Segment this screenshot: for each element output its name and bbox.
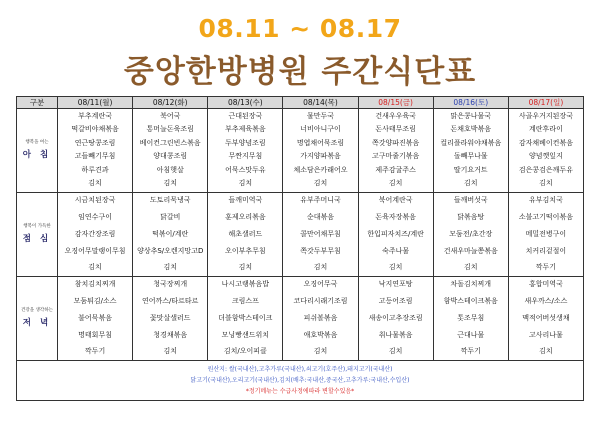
menu-item: 하루견과 xyxy=(81,165,109,174)
menu-item: 김치 xyxy=(539,179,553,188)
menu-item: 고구마줄기볶음 xyxy=(371,152,420,161)
menu-item: 부추제육볶음 xyxy=(225,125,266,134)
menu-cell xyxy=(433,193,508,277)
menu-item: 고등어조림 xyxy=(378,296,413,305)
menu-item: 새우까스/소스 xyxy=(524,296,568,305)
menu-item: 낙지연포탕 xyxy=(378,280,413,288)
menu-item: 도토리묵냉국 xyxy=(149,196,191,204)
menu-item: 제주감귤주스 xyxy=(375,165,416,174)
table-header-row xyxy=(17,97,584,109)
menu-item: 명엽채어묵조림 xyxy=(296,138,345,147)
menu-item: 닭볶음탕 xyxy=(457,212,485,221)
menu-item: 취나물볶음 xyxy=(378,330,413,339)
menu-cell xyxy=(358,277,433,361)
menu-item: 모닝빵샌드위치 xyxy=(221,330,270,339)
menu-item: 돈사태무조림 xyxy=(375,125,416,134)
menu-item: 임연수구이 xyxy=(78,212,112,221)
origin-note: *정기메뉴는 수급사정에따라 변할수있음* xyxy=(245,388,355,395)
origin-row xyxy=(17,361,584,401)
menu-item: 모둠튀김/소스 xyxy=(73,296,117,305)
menu-item: 김치 xyxy=(388,263,403,272)
menu-item: 김치 xyxy=(388,179,403,188)
menu-item: 돈채호박볶음 xyxy=(450,125,492,134)
menu-item: 김치 xyxy=(313,179,328,188)
menu-item: 돌빼무나물 xyxy=(453,152,488,161)
menu-item: 유부주머니국 xyxy=(300,196,341,204)
menu-cell xyxy=(433,277,508,361)
menu-item: 감자채베이컨볶음 xyxy=(518,138,573,147)
menu-item: 아침햇살 xyxy=(156,165,184,174)
menu-item: 쪽갓두부무침 xyxy=(300,246,341,255)
menu-item: 김치 xyxy=(313,347,328,356)
menu-cell xyxy=(133,277,208,361)
menu-item: 김치 xyxy=(464,179,478,188)
menu-item: 물만두국 xyxy=(306,112,335,120)
menu-item: 북어계란국 xyxy=(378,196,413,204)
menu-item: 고들빼기무침 xyxy=(74,152,116,161)
day-header-wed: 08/13(수) xyxy=(208,97,283,109)
menu-item: 들깨버섯국 xyxy=(453,196,488,204)
menu-item: 검은콩검은깨두유 xyxy=(518,165,573,174)
menu-item: 고사리나물 xyxy=(529,330,563,339)
menu-cell xyxy=(208,193,283,277)
meal-name: 아 침 xyxy=(22,149,52,160)
menu-item: 가지양파볶음 xyxy=(300,152,341,161)
menu-item: 부추계란국 xyxy=(78,112,112,120)
meal-label-cell xyxy=(17,193,58,277)
menu-item: 차돌김치찌개 xyxy=(450,280,492,288)
menu-item: 김치 xyxy=(464,263,478,272)
origin-line: 닭고기(국내산),오리고기(국내산),김치(배추:국내산,중국산,고추가루:국내산,수입산) xyxy=(190,377,410,384)
menu-item: 김치 xyxy=(238,179,253,188)
menu-item: 김치/오이피클 xyxy=(223,347,267,356)
menu-item: 계란후라이 xyxy=(529,125,563,134)
menu-item: 깍두기 xyxy=(84,347,106,356)
menu-cell xyxy=(508,193,583,277)
menu-item: 양대콩조림 xyxy=(153,152,188,161)
menu-item: 김치 xyxy=(238,263,253,272)
menu-cell xyxy=(283,109,358,193)
menu-item: 떡볶이/계란 xyxy=(152,229,189,238)
menu-item: 무짠지무침 xyxy=(228,152,263,161)
menu-item: 북어국 xyxy=(160,112,181,120)
menu-item: 나시고랭볶음밥 xyxy=(221,280,270,288)
menu-item: 김치 xyxy=(313,263,328,272)
meal-name: 저 녁 xyxy=(22,317,52,328)
menu-item: 숙주나물 xyxy=(382,246,410,255)
menu-cell xyxy=(358,193,433,277)
menu-item: 양념깻잎지 xyxy=(529,152,563,161)
menu-item: 통머늘돈육조림 xyxy=(146,125,194,134)
menu-cell xyxy=(508,277,583,361)
menu-item: 건새우우육국 xyxy=(375,112,416,120)
day-header-thu: 08/14(목) xyxy=(283,97,358,109)
meal-label-cell xyxy=(17,277,58,361)
menu-item: 두부양념조림 xyxy=(225,138,266,147)
meal-row-breakfast xyxy=(17,109,584,193)
meal-caption: 행복이 가득한 xyxy=(23,224,51,230)
menu-cell xyxy=(58,193,133,277)
menu-item: 꽃맛살샐러드 xyxy=(149,313,191,322)
meal-name: 점 심 xyxy=(22,233,52,244)
menu-cell xyxy=(358,109,433,193)
menu-cell xyxy=(58,109,133,193)
menu-item: 더블함박스테이크 xyxy=(218,313,273,322)
day-header-sun: 08/17(일) xyxy=(508,97,583,109)
menu-item: 건새우마늘쫑볶음 xyxy=(443,246,498,255)
date-range: 08.11 ~ 08.17 xyxy=(198,14,402,43)
menu-item: 김치 xyxy=(539,347,553,356)
menu-item: 김치 xyxy=(163,179,177,188)
menu-item: 피쉬볼볶음 xyxy=(303,313,338,322)
menu-item: 감자간장조림 xyxy=(74,229,116,238)
menu-item: 유부김치국 xyxy=(529,196,563,204)
menu-item: 떡갈비야채볶음 xyxy=(71,125,119,134)
menu-item: 메밀전병구이 xyxy=(525,229,567,238)
page-title: 중앙한방병원 주간식단표 xyxy=(123,54,477,90)
menu-item: 컬리플라워야채볶음 xyxy=(440,138,502,147)
menu-item: 사골우거지된장국 xyxy=(518,112,573,120)
day-header-mon: 08/11(월) xyxy=(58,97,133,109)
menu-item: 딸기요거트 xyxy=(453,165,488,174)
meal-caption: 행복을 여는 xyxy=(25,140,49,146)
menu-item: 함박스테이크볶음 xyxy=(443,296,498,305)
day-header-fri: 08/15(금) xyxy=(358,97,433,109)
menu-item: 치커리겉절이 xyxy=(525,246,567,255)
menu-item: 오이부추무침 xyxy=(225,246,266,255)
menu-item: 명태회무침 xyxy=(78,330,112,339)
menu-item: 톳조무침 xyxy=(457,313,485,322)
menu-item: 훈제오리볶음 xyxy=(225,212,266,221)
menu-item: 연근땅콩조림 xyxy=(74,138,116,147)
day-header-tue: 08/12(화) xyxy=(133,97,208,109)
menu-item: 들깨미역국 xyxy=(228,196,263,204)
menu-item: 깍두기 xyxy=(535,263,557,272)
menu-item: 오징어무말랭이무침 xyxy=(64,246,126,255)
menu-item: 닭갈비 xyxy=(160,212,181,221)
menu-item: 새송이고추장조림 xyxy=(368,313,423,322)
menu-item: 체소담은카래어오 xyxy=(293,165,348,174)
menu-item: 너비아니구이 xyxy=(300,125,341,134)
meal-label-cell xyxy=(17,109,58,193)
menu-item: 크림스프 xyxy=(231,296,259,305)
day-header-sat: 08/16(토) xyxy=(433,97,508,109)
menu-item: 불어묵볶음 xyxy=(78,313,112,322)
menu-cell xyxy=(283,193,358,277)
menu-item: 양상추S/오렌지망고D xyxy=(137,246,204,255)
menu-item: 돈육자장볶음 xyxy=(375,212,416,221)
menu-item: 참치김치찌개 xyxy=(74,280,116,288)
menu-item: 홍합미역국 xyxy=(529,280,563,288)
menu-item: 김치 xyxy=(88,263,102,272)
menu-item: 깍두기 xyxy=(460,347,481,356)
menu-item: 애호박볶음 xyxy=(303,330,338,339)
menu-item: 시금치된장국 xyxy=(74,196,116,204)
menu-item: 김치 xyxy=(88,179,102,188)
menu-item: 근대된장국 xyxy=(228,112,263,120)
menu-item: 연어까스/타르타르 xyxy=(141,296,199,305)
menu-item: 베이컨그린빈스볶음 xyxy=(139,138,201,147)
menu-item: 근대나물 xyxy=(457,330,485,339)
menu-item: 어묵스맛두유 xyxy=(225,165,266,174)
menu-item: 청경채볶음 xyxy=(153,330,188,339)
menu-item: 청국장찌개 xyxy=(153,280,188,288)
menu-item: 맥적어버섯생채 xyxy=(522,313,570,322)
menu-item: 소불고기떡이볶음 xyxy=(518,212,573,221)
meal-row-dinner xyxy=(17,277,584,361)
menu-item: 해초샐러드 xyxy=(228,229,263,238)
menu-cell xyxy=(208,277,283,361)
meal-caption: 건강을 생각하는 xyxy=(21,308,53,314)
menu-item: 순대볶음 xyxy=(306,212,335,221)
menu-cell xyxy=(208,109,283,193)
weekly-menu-table xyxy=(16,96,584,401)
menu-item: 코다리시래기조림 xyxy=(293,296,348,305)
meal-row-lunch xyxy=(17,193,584,277)
corner-header: 구분 xyxy=(17,97,58,109)
menu-item: 김치 xyxy=(163,347,177,356)
menu-item: 모둠전/초간장 xyxy=(449,229,493,238)
menu-item: 김치 xyxy=(163,263,177,272)
menu-item: 콜만어채무침 xyxy=(300,229,341,238)
menu-cell xyxy=(508,109,583,193)
origin-cell xyxy=(17,361,584,401)
menu-cell xyxy=(58,277,133,361)
origin-line: 원산지: 쌀(국내산),고추가루(국내산),쇠고기(호주산),돼지고기(국내산) xyxy=(207,366,393,373)
menu-item: 한입피자치즈/계란 xyxy=(367,229,424,238)
menu-item: 오징어무국 xyxy=(303,280,338,288)
menu-item: 맑은콩나물국 xyxy=(450,112,492,120)
menu-cell xyxy=(283,277,358,361)
menu-cell xyxy=(433,109,508,193)
menu-cell xyxy=(133,109,208,193)
menu-cell xyxy=(133,193,208,277)
menu-item: 쪽갓양파진볶음 xyxy=(371,138,420,147)
menu-item: 김치 xyxy=(388,347,403,356)
